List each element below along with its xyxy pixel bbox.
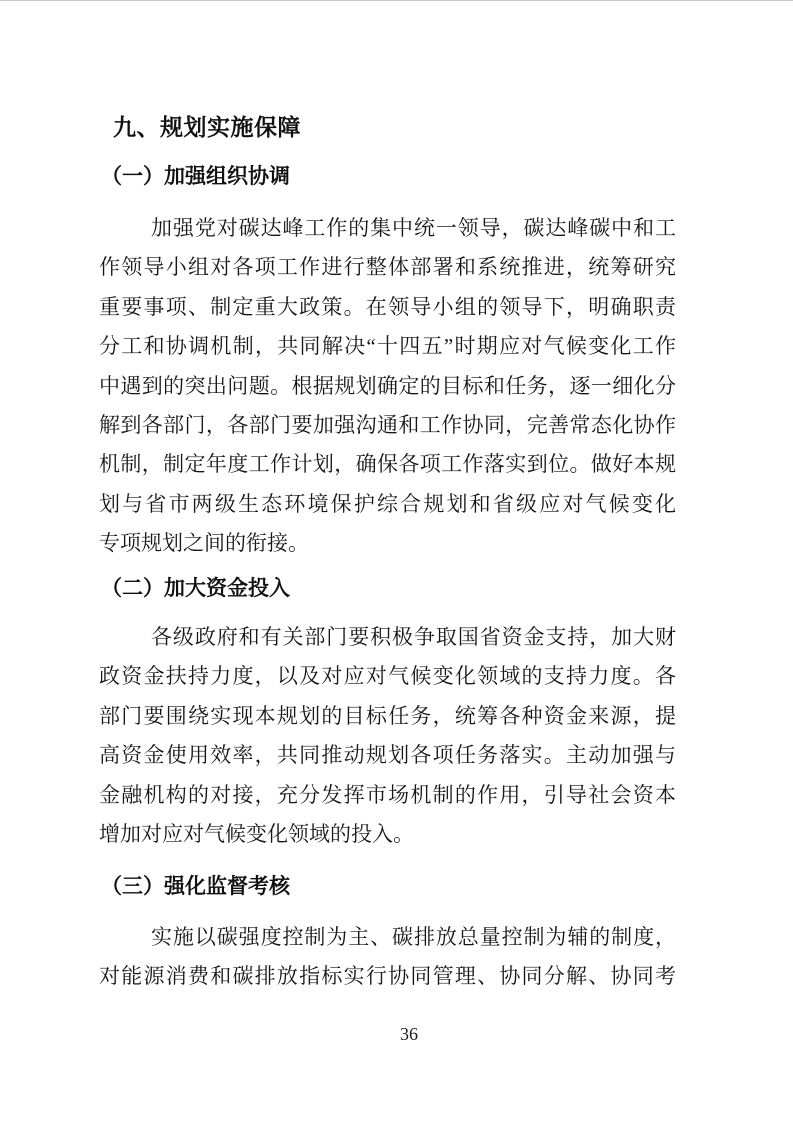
body-line: 分工和协调机制，共同解决“十四五”时期应对气候变化工作 [99,334,676,359]
document-title: 九、规划实施保障 [113,114,301,140]
body-line: 高资金使用效率，共同推动规划各项任务落实。主动加强与 [99,743,676,768]
section-heading-3: （三）强化监督考核 [101,874,290,898]
body-line: 实施以碳强度控制为主、碳排放总量控制为辅的制度， [151,925,676,949]
body-line: 重要事项、制定重大政策。在领导小组的领导下，明确职责 [99,294,676,319]
body-line: 中遇到的突出问题。根据规划确定的目标和任务，逐一细化分 [99,373,676,398]
body-line: 加强党对碳达峰工作的集中统一领导，碳达峰碳中和工 [151,216,676,240]
body-line: 部门要围绕实现本规划的目标任务，统筹各种资金来源，提 [99,703,676,728]
section-2-paragraph [99,618,676,854]
body-line: 政资金扶持力度，以及对应对气候变化领域的支持力度。各 [99,664,676,689]
section-heading-1: （一）加强组织协调 [101,164,290,188]
section-1-paragraph [99,209,676,564]
body-line: 机制，制定年度工作计划，确保各项工作落实到位。做好本规 [99,452,676,477]
body-line: 解到各部门，各部门要加强沟通和工作协同，完善常态化协作 [99,413,676,438]
body-line: 各级政府和有关部门要积极争取国省资金支持，加大财 [151,625,676,649]
body-line: 划与省市两级生态环境保护综合规划和省级应对气候变化 [99,491,676,516]
section-3-paragraph [99,918,676,997]
body-line: 金融机构的对接，充分发挥市场机制的作用，引导社会资本 [99,782,676,807]
body-line: 作领导小组对各项工作进行整体部署和系统推进，统筹研究 [99,255,676,280]
section-heading-2: （二）加大资金投入 [101,576,290,600]
page-number: 36 [400,1024,418,1044]
body-line: 专项规划之间的衔接。 [99,531,309,556]
page-footer [0,1021,793,1047]
body-line: 增加对应对气候变化领域的投入。 [99,822,414,847]
body-line: 对能源消费和碳排放指标实行协同管理、协同分解、协同考 [99,964,676,989]
